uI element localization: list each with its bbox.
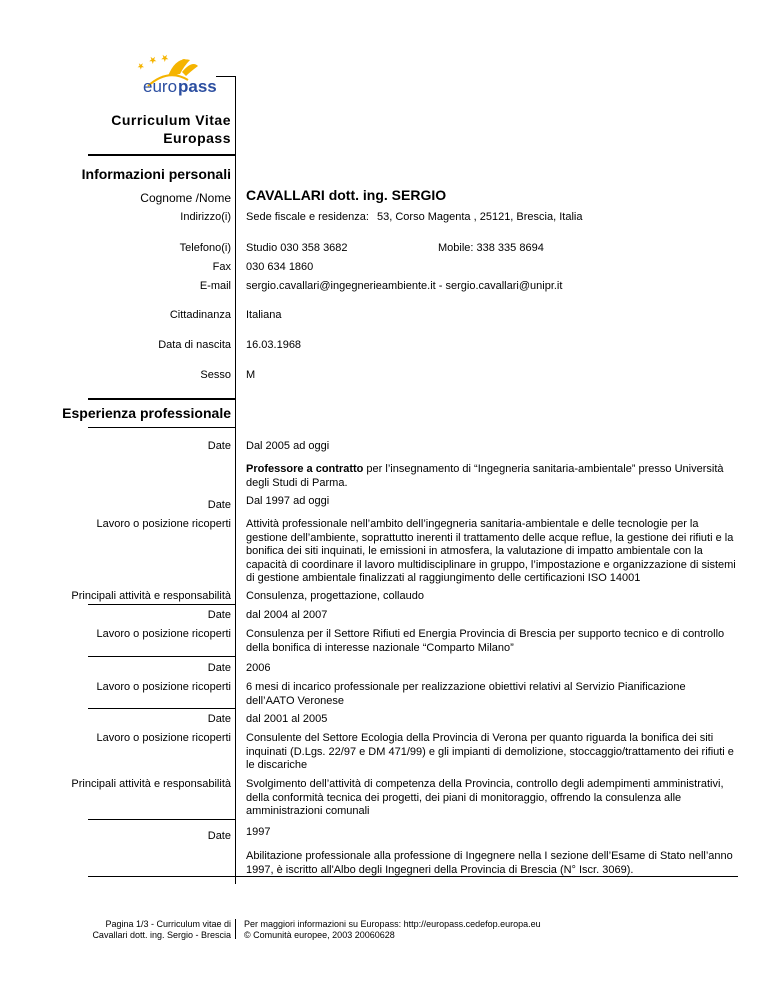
name-value: CAVALLARI dott. ing. SERGIO <box>246 187 447 203</box>
address-prefix: Sede fiscale e residenza: <box>246 211 369 223</box>
e1-text <box>246 463 736 490</box>
fax-value: 030 634 1860 <box>246 261 314 273</box>
e2-date: Dal 1997 ad oggi <box>246 495 330 507</box>
phone-label: Telefono(i) <box>179 242 231 254</box>
e4-role-label: Lavoro o posizione ricoperti <box>96 681 231 693</box>
entry-rule <box>88 819 236 820</box>
e1-bold: Professore a contratto <box>246 463 364 475</box>
footer-info <box>244 919 541 941</box>
footer-page-info <box>92 919 231 941</box>
email-value[interactable]: sergio.cavallari@ingegnerieambiente.it - sergio.cavallari@unipr.it <box>246 280 563 292</box>
e2-activities-label: Principali attività e responsabilità <box>71 590 231 602</box>
birth-label: Data di nascita <box>158 339 231 351</box>
footer-page-line1: Pagina 1/3 - Curriculum vitae di <box>105 919 231 929</box>
fax-label: Fax <box>212 261 231 273</box>
phone-studio: Studio 030 358 3682 <box>246 242 348 254</box>
e3-date: dal 2004 al 2007 <box>246 609 328 621</box>
e5-activities-label: Principali attività e responsabilità <box>71 778 231 790</box>
e3-role-label: Lavoro o posizione ricoperti <box>96 628 231 640</box>
e5-date-label: Date <box>207 713 231 725</box>
europass-logo <box>128 52 240 98</box>
e2-date-label: Date <box>207 499 231 511</box>
vertical-divider <box>235 76 236 884</box>
phone-mobile: Mobile: 338 335 8694 <box>438 242 544 254</box>
experience-underline <box>88 427 236 428</box>
e2-role-label: Lavoro o posizione ricoperti <box>96 518 231 530</box>
e3-date-label: Date <box>207 609 231 621</box>
end-rule <box>88 876 738 877</box>
e5-date: dal 2001 al 2005 <box>246 713 328 725</box>
citizenship-value: Italiana <box>246 309 282 321</box>
sex-value: M <box>246 369 256 381</box>
birth-value: 16.03.1968 <box>246 339 302 351</box>
entry-rule <box>88 604 236 605</box>
section-title-experience: Esperienza professionale <box>62 405 231 421</box>
section-rule-personal <box>88 154 236 156</box>
europass-stars-icon <box>128 52 240 98</box>
e6-date-label: Date <box>207 830 231 842</box>
name-label: Cognome /Nome <box>140 191 231 205</box>
e2-role: Attività professionale nell’ambito dell’ingegneria sanitaria-ambientale e delle tecnologie per la gestione dell’ambiente, soprattutto inerenti il trattamento delle acque reflue, la gestione dei rifiuti e la bonifica dei siti inquinati, le emissioni in atmosfera, la valutazione di impatto ambientale con la capacità di coordinare il lavoro multidisciplinare in gruppo, l’impostazione e organizzazione di sistemi di gestione ambientale finalizzati al raggiungimento delle certificazioni ISO 14001 <box>246 518 736 584</box>
footer-info-line2: © Comunità europee, 2003 20060628 <box>244 930 395 940</box>
email-label: E-mail <box>199 280 231 292</box>
footer-info-line1[interactable]: Per maggiori informazioni su Europass: http://europass.cedefop.europa.eu <box>244 919 541 929</box>
section-title-personal: Informazioni personali <box>81 166 231 182</box>
e5-role-label: Lavoro o posizione ricoperti <box>96 732 231 744</box>
e5-role: Consulente del Settore Ecologia della Provincia di Verona per quanto riguarda la bonifica dei siti inquinati (D.Lgs. 22/97 e DM 471/99) e gli impianti di demolizione, stoccaggio/trattamento dei rifiuti e le discariche <box>246 732 734 771</box>
e6-text: Abilitazione professionale alla professione di Ingegnere nella I sezione dell’Esame di Stato nell’anno 1997, è iscritto all'Albo degli Ingegneri della Provincia di Brescia (N° Iscr. 3069). <box>246 850 733 876</box>
citizenship-label: Cittadinanza <box>169 309 231 321</box>
sex-label: Sesso <box>200 369 231 381</box>
logo-rule <box>216 76 236 77</box>
svg-text:euro: euro <box>143 77 178 96</box>
e6-date: 1997 <box>246 826 271 838</box>
e4-date: 2006 <box>246 662 271 674</box>
cv-title <box>111 111 231 147</box>
e4-date-label: Date <box>207 662 231 674</box>
e1-date: Dal 2005 ad oggi <box>246 440 330 452</box>
svg-text:pass: pass <box>178 77 217 96</box>
e5-activities: Svolgimento dell’attività di competenza della Provincia, controllo degli adempimenti amministrativi, della conformità tecnica dei progetti, dei piani di monitoraggio, offrendo la consulenza alle amministrazioni comunali <box>246 778 724 817</box>
e1-date-label: Date <box>207 440 231 452</box>
footer-divider <box>235 919 236 939</box>
cv-title-line1: Curriculum Vitae <box>111 112 231 128</box>
cv-title-line2: Europass <box>163 130 231 146</box>
footer-page-line2: Cavallari dott. ing. Sergio - Brescia <box>92 930 231 940</box>
address-label: Indirizzo(i) <box>180 211 231 223</box>
entry-rule <box>88 656 236 657</box>
e4-role: 6 mesi di incarico professionale per realizzazione obiettivi relativi al Servizio Pianificazione dell’AATO Veronese <box>246 681 686 707</box>
e1-rest: per l’insegnamento di “Ingegneria sanitaria-ambientale” presso Università degli Studi di Parma. <box>246 463 724 489</box>
address-value: 53, Corso Magenta , 25121, Brescia, Italia <box>377 211 583 223</box>
entry-rule <box>88 708 236 709</box>
section-rule-experience <box>88 398 236 400</box>
e2-activities: Consulenza, progettazione, collaudo <box>246 590 424 602</box>
e3-role: Consulenza per il Settore Rifiuti ed Energia Provincia di Brescia per supporto tecnico e di controllo della bonifica di interesse nazionale “Comparto Milano” <box>246 628 725 654</box>
